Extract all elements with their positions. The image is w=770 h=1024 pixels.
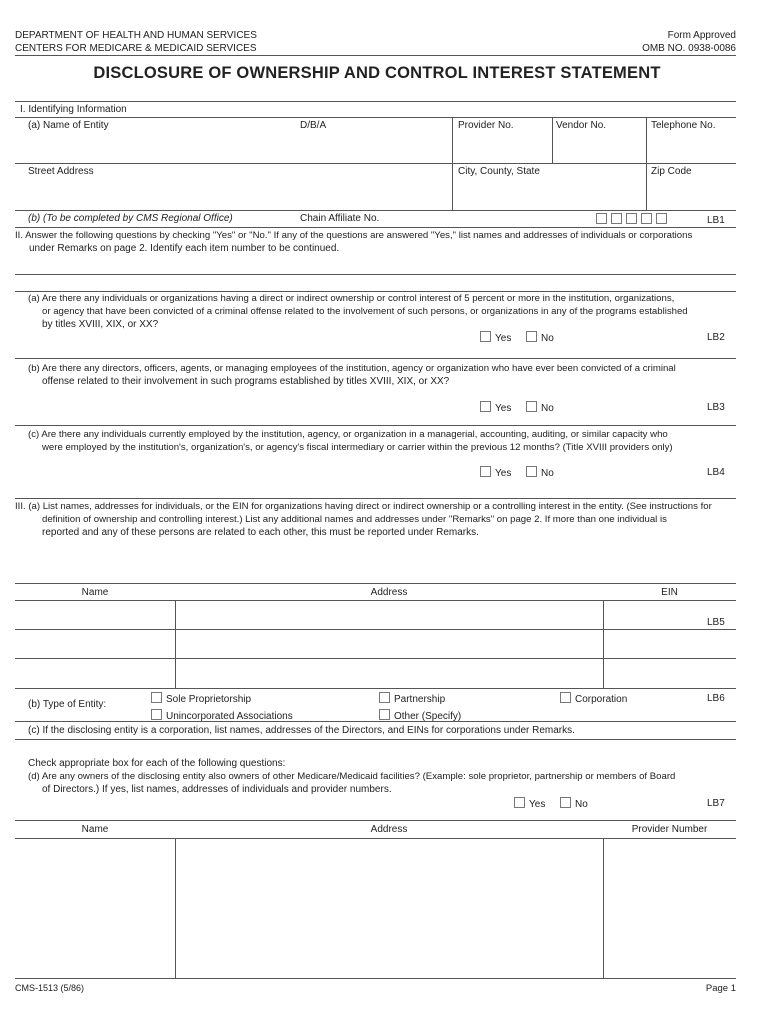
rule — [15, 688, 736, 689]
rule — [15, 721, 736, 722]
section2-intro-1: II. Answer the following questions by checking "Yes" or "No." If any of the questions are answered "Yes," list names and addresses of individuals or corporations — [15, 230, 693, 241]
form-approved: Form Approved — [667, 30, 736, 41]
yes-checkbox[interactable] — [480, 401, 491, 412]
street-address-field[interactable] — [28, 180, 448, 208]
unincorporated-label: Unincorporated Associations — [166, 711, 293, 722]
partnership-option — [379, 692, 445, 706]
sole-proprietorship-label: Sole Proprietorship — [166, 694, 252, 705]
rule — [15, 274, 736, 275]
street-address-label: Street Address — [28, 166, 94, 177]
facilities-col-provider: Provider Number — [631, 824, 708, 835]
zip-code-label: Zip Code — [651, 166, 692, 177]
rule — [15, 498, 736, 499]
question-a-line-2: or agency that have been convicted of a criminal offense related to the involvement of such persons, or organizations in any of the programs established — [42, 306, 688, 317]
chain-affiliate-label: Chain Affiliate No. — [300, 213, 380, 224]
no-checkbox[interactable] — [526, 401, 537, 412]
facilities-col-name: Name — [81, 824, 109, 835]
page-title: DISCLOSURE OF OWNERSHIP AND CONTROL INTEREST STATEMENT — [93, 64, 661, 82]
rule — [15, 820, 736, 821]
section2-intro-2: under Remarks on page 2. Identify each item number to be continued. — [29, 243, 340, 254]
question-c-line-2: were employed by the institution's, organization's, or agency's fiscal intermediary or carrier within the previous 12 months? (Title XVIII providers only) — [42, 442, 673, 453]
table-row[interactable] — [15, 601, 735, 629]
question-b-yes — [480, 401, 511, 415]
question-c-yes — [480, 466, 511, 480]
sole-proprietorship-option — [151, 692, 251, 706]
section3d-line-2: of Directors.) If yes, list names, addresses of individuals and provider numbers. — [42, 784, 392, 795]
section3a-line-3: reported and any of these persons are related to each other, this must be reported under Remarks. — [42, 527, 479, 538]
page-number: Page 1 — [705, 983, 736, 994]
question-a-yes — [480, 331, 511, 345]
yes-label: Yes — [495, 333, 512, 344]
other-checkbox[interactable] — [379, 709, 390, 720]
question-a-line-1: (a) Are there any individuals or organizations having a direct or indirect ownership or control interest of 5 percent or more in the institution, organizations, — [28, 293, 675, 304]
no-checkbox[interactable] — [560, 797, 571, 808]
rule — [15, 163, 736, 164]
rule — [15, 210, 736, 211]
form-number: CMS-1513 (5/86) — [15, 983, 85, 993]
question-c-no — [526, 466, 554, 480]
partnership-label: Partnership — [394, 694, 446, 705]
facilities-col-address: Address — [370, 824, 408, 835]
rule — [15, 358, 736, 359]
facilities-table-body[interactable] — [15, 839, 736, 977]
chain-affiliate-boxes — [596, 213, 671, 226]
chain-digit-box[interactable] — [596, 213, 607, 224]
question-b-line-2: offense related to their involvement in such programs established by titles XVIII, XIX, or XX? — [42, 376, 450, 387]
question-d-yes — [514, 797, 545, 811]
yes-checkbox[interactable] — [480, 331, 491, 342]
chain-digit-box[interactable] — [611, 213, 622, 224]
provider-no-label: Provider No. — [458, 120, 514, 131]
city-county-state-label: City, County, State — [458, 166, 540, 177]
zip-code-field[interactable] — [651, 180, 736, 208]
regional-office-label: (b) (To be completed by CMS Regional Office) — [28, 213, 233, 224]
vendor-no-field[interactable] — [556, 133, 644, 161]
other-label: Other (Specify) — [394, 711, 462, 722]
owners-table-rows — [15, 601, 736, 687]
corporation-option — [560, 692, 627, 706]
chain-digit-box[interactable] — [656, 213, 667, 224]
yes-label: Yes — [529, 799, 546, 810]
chain-digit-box[interactable] — [641, 213, 652, 224]
partnership-checkbox[interactable] — [379, 692, 390, 703]
rule — [15, 425, 736, 426]
owners-col-ein: EIN — [661, 587, 678, 598]
dept-line-2: CENTERS FOR MEDICARE & MEDICAID SERVICES — [15, 43, 257, 54]
lb6-label: LB6 — [707, 693, 725, 704]
yes-label: Yes — [495, 468, 512, 479]
no-label: No — [575, 799, 588, 810]
city-county-state-field[interactable] — [458, 180, 642, 208]
check-instruction: Check appropriate box for each of the following questions: — [28, 758, 286, 769]
telephone-no-field[interactable] — [651, 133, 736, 161]
unincorporated-checkbox[interactable] — [151, 709, 162, 720]
no-label: No — [541, 333, 554, 344]
provider-no-field[interactable] — [458, 133, 548, 161]
section3c-line: (c) If the disclosing entity is a corporation, list names, addresses of the Directors, and EINs for corporations under Remarks. — [28, 725, 575, 736]
lb4-label: LB4 — [707, 467, 725, 478]
type-of-entity-label: (b) Type of Entity: — [28, 699, 107, 710]
yes-checkbox[interactable] — [514, 797, 525, 808]
dba-label: D/B/A — [300, 120, 327, 131]
rule — [15, 117, 736, 118]
rule — [15, 101, 736, 102]
corporation-label: Corporation — [575, 694, 628, 705]
section3d-line-1: (d) Are any owners of the disclosing entity also owners of other Medicare/Medicaid facilities? (Example: sole proprietor, partnership or members of Board — [28, 771, 676, 782]
rule — [15, 291, 736, 292]
name-of-entity-label: (a) Name of Entity — [28, 120, 109, 131]
table-row[interactable] — [15, 659, 735, 687]
question-b-line-1: (b) Are there any directors, officers, agents, or managing employees of the institution, agency or organization who have ever been convicted of a criminal — [28, 363, 676, 374]
rule — [15, 227, 736, 228]
question-b-no — [526, 401, 554, 415]
question-d-no — [560, 797, 588, 811]
vendor-no-label: Vendor No. — [556, 120, 607, 131]
lb1-label: LB1 — [707, 215, 725, 226]
question-c-line-1: (c) Are there any individuals currently employed by the institution, agency, or organization in a managerial, accounting, auditing, or similar capacity who — [28, 429, 668, 440]
owners-col-name: Name — [81, 587, 109, 598]
lb5-label: LB5 — [707, 617, 725, 628]
section1-heading: I. Identifying Information — [20, 104, 127, 115]
telephone-no-label: Telephone No. — [651, 120, 716, 131]
dept-line-1: DEPARTMENT OF HEALTH AND HUMAN SERVICES — [15, 30, 257, 41]
yes-label: Yes — [495, 403, 512, 414]
section3a-line-1: III. (a) List names, addresses for individuals, or the EIN for organizations having direct or indirect ownership or a controlling interest in the entity. (See instructions for — [15, 501, 712, 512]
omb-number: OMB NO. 0938-0086 — [642, 43, 736, 54]
no-checkbox[interactable] — [526, 466, 537, 477]
no-label: No — [541, 403, 554, 414]
question-a-no — [526, 331, 554, 345]
sole-proprietorship-checkbox[interactable] — [151, 692, 162, 703]
question-a-line-3: by titles XVIII, XIX, or XX? — [42, 319, 159, 330]
table-row[interactable] — [15, 630, 735, 658]
continuation-line-field[interactable] — [15, 258, 736, 274]
rule — [15, 978, 736, 979]
lb3-label: LB3 — [707, 402, 725, 413]
corporation-checkbox[interactable] — [560, 692, 571, 703]
yes-checkbox[interactable] — [480, 466, 491, 477]
rule — [15, 739, 736, 740]
lb7-label: LB7 — [707, 798, 725, 809]
entity-row-inputs — [0, 131, 770, 163]
owners-col-address: Address — [370, 587, 408, 598]
chain-digit-box[interactable] — [626, 213, 637, 224]
entity-name-field[interactable] — [28, 133, 448, 161]
no-label: No — [541, 468, 554, 479]
header-rule — [15, 55, 736, 56]
no-checkbox[interactable] — [526, 331, 537, 342]
lb2-label: LB2 — [707, 332, 725, 343]
rule — [15, 583, 736, 584]
section3a-line-2: definition of ownership and controlling interest.) List any additional names and addresses under "Remarks" on page 2. If more than one individual is — [42, 514, 667, 525]
